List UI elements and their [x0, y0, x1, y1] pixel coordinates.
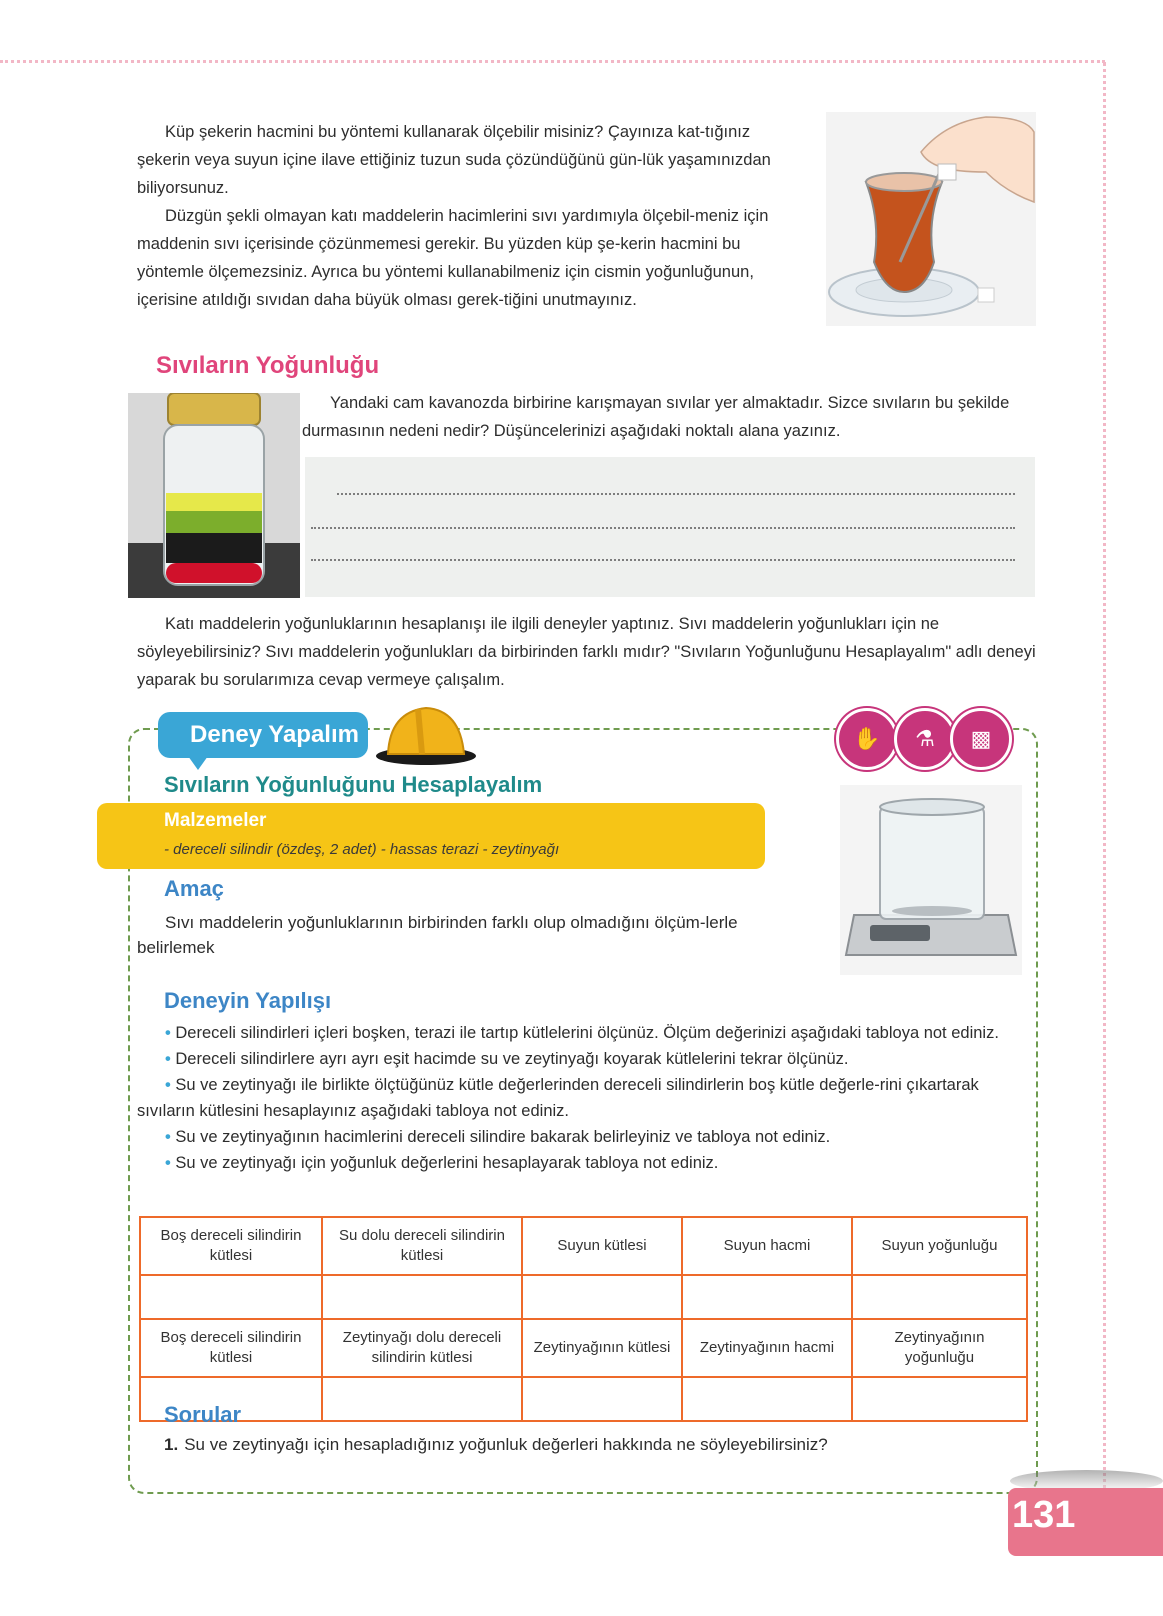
intro-paragraph-2: Düzgün şekli olmayan katı maddelerin hacimlerini sıvı yardımıyla ölçebil-meniz için maddenin sıvı içerisinde çözünmemesi gerekir. Bu yüzden küp şe-kerin hacmini bu yöntemle ölçemezsiniz. Ayrıca bu yöntemi kullanabilmeniz için cismin yoğunluğunun, içerisine atıldığı sıvıdan daha büyük olması gerek-tiğini unutmayınız.: [137, 207, 769, 309]
intro-text: [137, 118, 802, 314]
page-number: 131: [1012, 1494, 1076, 1536]
measurement-table: [139, 1216, 1028, 1422]
precision-scale-image: [840, 785, 1022, 975]
table-header-row-water: [140, 1217, 1027, 1275]
safety-hand-icon: ✋: [836, 708, 898, 770]
experiment-tab-label: Deney Yapalım: [158, 712, 368, 758]
procedure-title: Deneyin Yapılışı: [164, 988, 332, 1013]
hard-hat-icon: [368, 700, 478, 770]
table-header-cell: Zeytinyağı dolu dereceli silindirin kütlesi: [322, 1319, 522, 1377]
questions-title: Sorular: [164, 1402, 242, 1427]
list-item: • Su ve zeytinyağı için yoğunluk değerlerini hesaplayarak tabloya not ediniz.: [165, 1154, 719, 1172]
question-1: [164, 1435, 828, 1455]
table-cell[interactable]: [140, 1275, 322, 1319]
table-header-row-oil: [140, 1319, 1027, 1377]
table-cell[interactable]: [852, 1377, 1027, 1421]
table-header-cell: Boş dereceli silindirin kütlesi: [140, 1217, 322, 1275]
question-text: Su ve zeytinyağı için hesapladığınız yoğunluk değerleri hakkında ne söyleyebilirsiniz?: [184, 1435, 828, 1454]
table-row: [140, 1377, 1027, 1421]
page-border-right: [1103, 62, 1106, 1502]
list-item: • Su ve zeytinyağının hacimlerini dereceli silindire bakarak belirleyiniz ve tabloya not ediniz.: [165, 1128, 831, 1146]
table-cell[interactable]: [522, 1275, 682, 1319]
list-item: • Dereceli silindirleri içleri boşken, terazi ile tartıp kütlelerini ölçünüz. Ölçüm değerinizi aşağıdaki tabloya not ediniz.: [165, 1024, 999, 1042]
table-row: [140, 1275, 1027, 1319]
aim-text: Sıvı maddelerin yoğunluklarının birbirinden farklı olup olmadığını ölçüm-lerle belirlemek: [137, 913, 738, 957]
table-cell[interactable]: [682, 1275, 852, 1319]
table-cell[interactable]: [322, 1275, 522, 1319]
list-item: • Dereceli silindirlere ayrı ayrı eşit hacimde su ve zeytinyağı koyarak kütlelerini tekrar ölçünüz.: [165, 1050, 849, 1068]
answer-line-2[interactable]: [311, 527, 1015, 529]
oil-bottle-icon: ▩: [950, 708, 1012, 770]
section-heading: Sıvıların Yoğunluğu: [156, 352, 380, 379]
table-cell[interactable]: [522, 1377, 682, 1421]
answer-line-3[interactable]: [311, 559, 1015, 561]
aim-title: Amaç: [164, 876, 224, 901]
question-number: 1.: [164, 1435, 179, 1454]
transition-paragraph: Katı maddelerin yoğunluklarının hesaplanışı ile ilgili deneyler yaptınız. Sıvı maddelerin yoğunlukları için ne söyleyebilirsiniz? Sıvı maddelerin yoğunlukları da birbirinden farklı mıdır? "Sıvıların Yoğunluğunu Hesaplayalım" adlı deneyi yaparak bu sorularımıza cevap vermeye çalışalım.: [137, 615, 1036, 689]
answer-area[interactable]: [305, 457, 1035, 597]
table-header-cell: Zeytinyağının kütlesi: [522, 1319, 682, 1377]
intro-paragraph-1: Küp şekerin hacmini bu yöntemi kullanarak ölçebilir misiniz? Çayınıza kat-tığınız şekerin veya suyun içine ilave ettiğiniz tuzun suda çözündüğünü gün-lük yaşamınızdan biliyorsunuz.: [137, 123, 771, 197]
table-header-cell: Zeytinyağının yoğunluğu: [852, 1319, 1027, 1377]
procedure-steps: [137, 1020, 1022, 1176]
answer-line-1[interactable]: [337, 493, 1015, 495]
table-header-cell: Suyun kütlesi: [522, 1217, 682, 1275]
table-cell[interactable]: [852, 1275, 1027, 1319]
page-border-top: [0, 60, 1105, 63]
table-cell[interactable]: [682, 1377, 852, 1421]
materials-text: - dereceli silindir (özdeş, 2 adet) - hassas terazi - zeytinyağı: [164, 841, 560, 858]
table-header-cell: Zeytinyağının hacmi: [682, 1319, 852, 1377]
measuring-cylinder-icon: ⚗: [894, 708, 956, 770]
table-header-cell: Su dolu dereceli silindirin kütlesi: [322, 1217, 522, 1275]
jar-question-text: Yandaki cam kavanozda birbirine karışmayan sıvılar yer almaktadır. Sizce sıvıların bu şekilde durmasının nedeni nedir? Düşüncelerinizi aşağıdaki noktalı alana yazınız.: [302, 394, 1010, 440]
tea-sugar-image: [826, 112, 1036, 326]
materials-title: Malzemeler: [164, 810, 267, 831]
experiment-title: Sıvıların Yoğunluğunu Hesaplayalım: [164, 772, 543, 797]
table-cell[interactable]: [322, 1377, 522, 1421]
transition-text: [137, 610, 1037, 694]
table-header-cell: Boş dereceli silindirin kütlesi: [140, 1319, 322, 1377]
table-header-cell: Suyun hacmi: [682, 1217, 852, 1275]
layered-liquids-jar-image: [128, 393, 300, 598]
list-item: • Su ve zeytinyağı ile birlikte ölçtüğünüz kütle değerlerinden dereceli silindirlerin boş kütle değerle-rini çıkartarak sıvıların kütlesini hesaplayınız aşağıdaki tabloya not ediniz.: [137, 1076, 979, 1120]
jar-question: [302, 389, 1037, 445]
table-header-cell: Suyun yoğunluğu: [852, 1217, 1027, 1275]
